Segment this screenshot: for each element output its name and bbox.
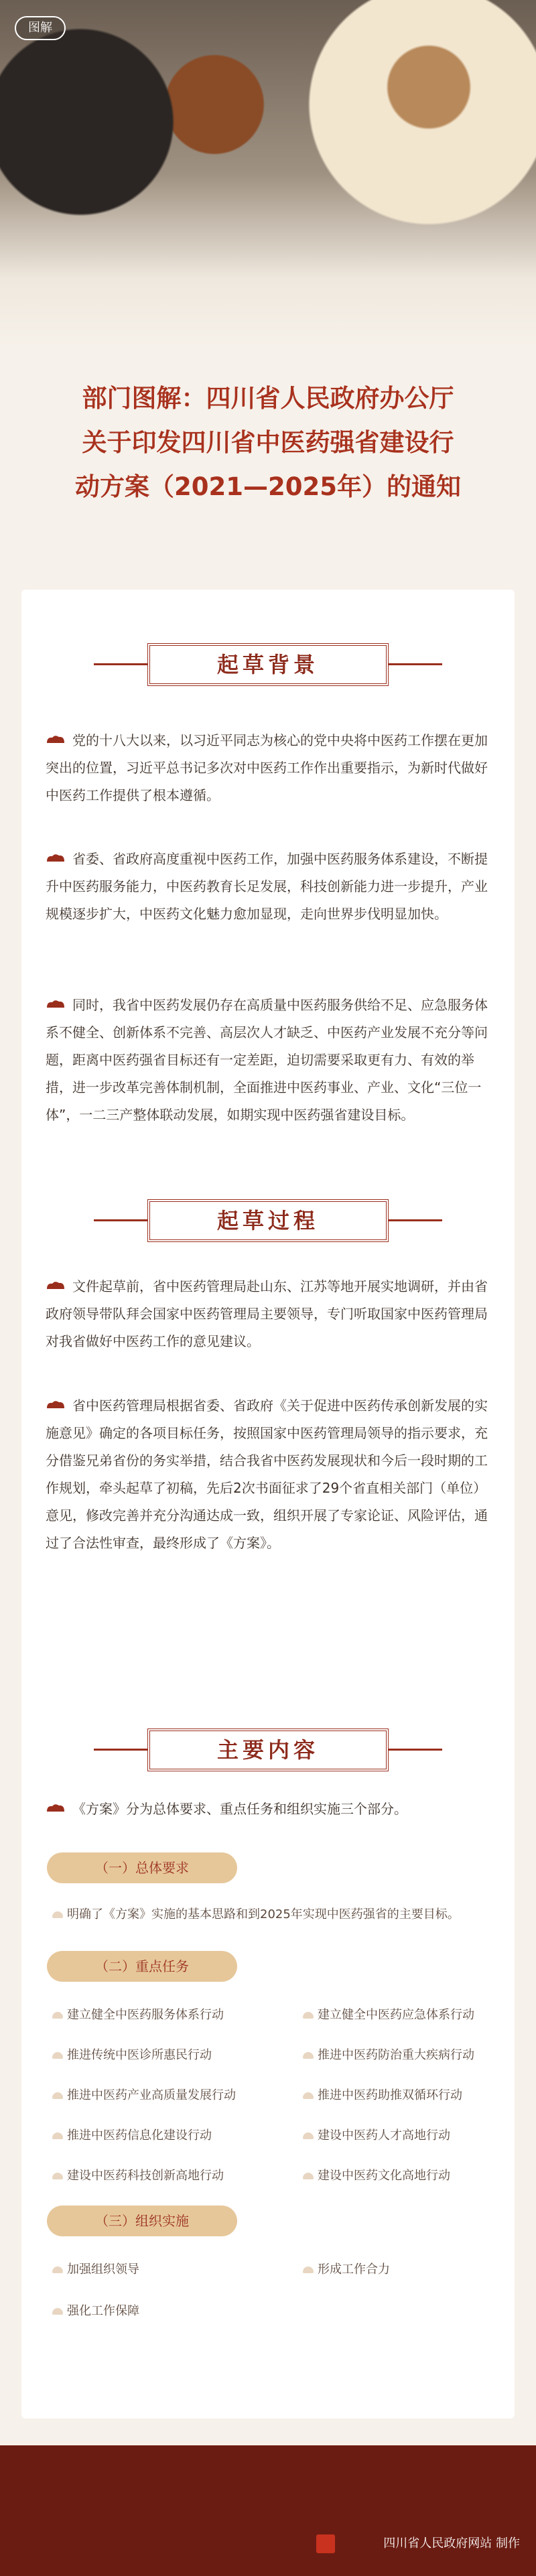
bullet-icon	[303, 2132, 314, 2139]
title-line-3: 动方案（2021—2025年）的通知	[75, 472, 461, 501]
bullet-icon	[303, 2173, 314, 2179]
background-paragraph-2	[46, 845, 490, 928]
seal-icon	[316, 2534, 335, 2553]
cloud-icon	[46, 1803, 66, 1812]
org-item-3: 强化工作保障	[67, 2304, 139, 2318]
bullet-icon	[52, 2173, 63, 2179]
section-title: 起草背景	[147, 643, 389, 686]
task-right-4: 建设中医药人才高地行动	[318, 2128, 450, 2143]
bullet-icon	[303, 2052, 314, 2059]
title-line-2: 关于印发四川省中医药强省建设行	[82, 428, 454, 457]
task-left-2: 推进传统中医诊所惠民行动	[67, 2048, 212, 2062]
bullet-icon	[52, 2132, 63, 2139]
process-paragraph-1	[46, 1273, 490, 1355]
bullet-icon	[303, 2266, 314, 2273]
content-intro	[46, 1795, 490, 1823]
task-right-1: 建立健全中医药应急体系行动	[318, 2008, 474, 2022]
paragraph-text: 党的十八大以来，以习近平同志为核心的党中央将中医药工作摆在更加突出的位置，习近平总书记多次对中医药工作作出重要指示，为新时代做好中医药工作提供了根本遵循。	[46, 732, 488, 803]
task-left-4: 推进中医药信息化建设行动	[67, 2128, 212, 2143]
cloud-icon	[46, 734, 66, 744]
title-line-1: 部门图解：四川省人民政府办公厅	[82, 384, 454, 413]
task-right-5: 建设中医药文化高地行动	[318, 2169, 450, 2183]
org-item-2: 形成工作合力	[318, 2262, 390, 2277]
bullet-icon	[52, 2052, 63, 2059]
section-title: 主要内容	[147, 1728, 389, 1771]
part1-text: 明确了《方案》实施的基本思路和到2025年实现中医药强省的主要目标。	[67, 1907, 460, 1921]
section-process-header	[94, 1199, 442, 1242]
task-left-5: 建设中医药科技创新高地行动	[67, 2169, 224, 2183]
task-right-3: 推进中医药助推双循环行动	[318, 2088, 462, 2102]
cloud-icon	[46, 1280, 66, 1290]
paragraph-text: 省委、省政府高度重视中医药工作，加强中医药服务体系建设，不断提升中医药服务能力，中医药教育长足发展，科技创新能力进一步提升，产业规模逐步扩大，中医药文化魅力愈加显现，走向世界步伐明显加快。	[46, 851, 488, 922]
cloud-icon	[46, 853, 66, 862]
part1-label: （一）总体要求	[47, 1852, 237, 1883]
part2-label: （二）重点任务	[47, 1951, 237, 1982]
page-title	[27, 377, 509, 509]
bullet-icon	[52, 2266, 63, 2273]
footer-credit: 四川省人民政府网站 制作	[383, 2536, 520, 2551]
bullet-icon	[52, 2092, 63, 2099]
bullet-icon	[52, 2012, 63, 2019]
section-background-header	[94, 643, 442, 686]
hero-image	[0, 0, 536, 348]
cloud-icon	[46, 999, 66, 1008]
paragraph-text: 文件起草前，省中医药管理局赴山东、江苏等地开展实地调研，并由省政府领导带队拜会国家中医药管理局主要领导，专门听取国家中医药管理局对我省做好中医药工作的意见建议。	[46, 1278, 488, 1349]
footer	[0, 2445, 536, 2576]
process-paragraph-2	[46, 1392, 490, 1557]
bullet-icon	[52, 2308, 63, 2315]
bullet-icon	[52, 1911, 63, 1918]
section-content-header	[94, 1728, 442, 1771]
graphic-badge: 图解	[15, 16, 66, 40]
paragraph-text: 《方案》分为总体要求、重点任务和组织实施三个部分。	[72, 1801, 407, 1817]
cloud-icon	[46, 1400, 66, 1409]
task-left-3: 推进中医药产业高质量发展行动	[67, 2088, 236, 2102]
bullet-icon	[303, 2012, 314, 2019]
background-paragraph-3	[46, 992, 490, 1129]
bullet-icon	[303, 2092, 314, 2099]
paragraph-text: 同时，我省中医药发展仍存在高质量中医药服务供给不足、应急服务体系不健全、创新体系不完善、高层次人才缺乏、中医药产业发展不充分等问题，距离中医药强省目标还有一定差距，迫切需要采取更有力、有效的举措，进一步改革完善体制机制，全面推进中医药事业、产业、文化“三位一体”，一二三产整体联动发展，如期实现中医药强省建设目标。	[46, 997, 488, 1123]
task-right-2: 推进中医药防治重大疾病行动	[318, 2048, 474, 2062]
part3-label: （三）组织实施	[47, 2206, 237, 2236]
section-title: 起草过程	[147, 1199, 389, 1242]
org-item-1: 加强组织领导	[67, 2262, 139, 2277]
paragraph-text: 省中医药管理局根据省委、省政府《关于促进中医药传承创新发展的实施意见》确定的各项目标任务，按照国家中医药管理局领导的指示要求，充分借鉴兄弟省份的务实举措，结合我省中医药发展现状和今后一段时期的工作规划，牵头起草了初稿，先后2次书面征求了29个省直相关部门（单位）意见，修改完善并充分沟通达成一致，组织开展了专家论证、风险评估，通过了合法性审查，最终形成了《方案》。	[46, 1398, 488, 1551]
task-left-1: 建立健全中医药服务体系行动	[67, 2008, 224, 2022]
background-paragraph-1	[46, 727, 490, 809]
